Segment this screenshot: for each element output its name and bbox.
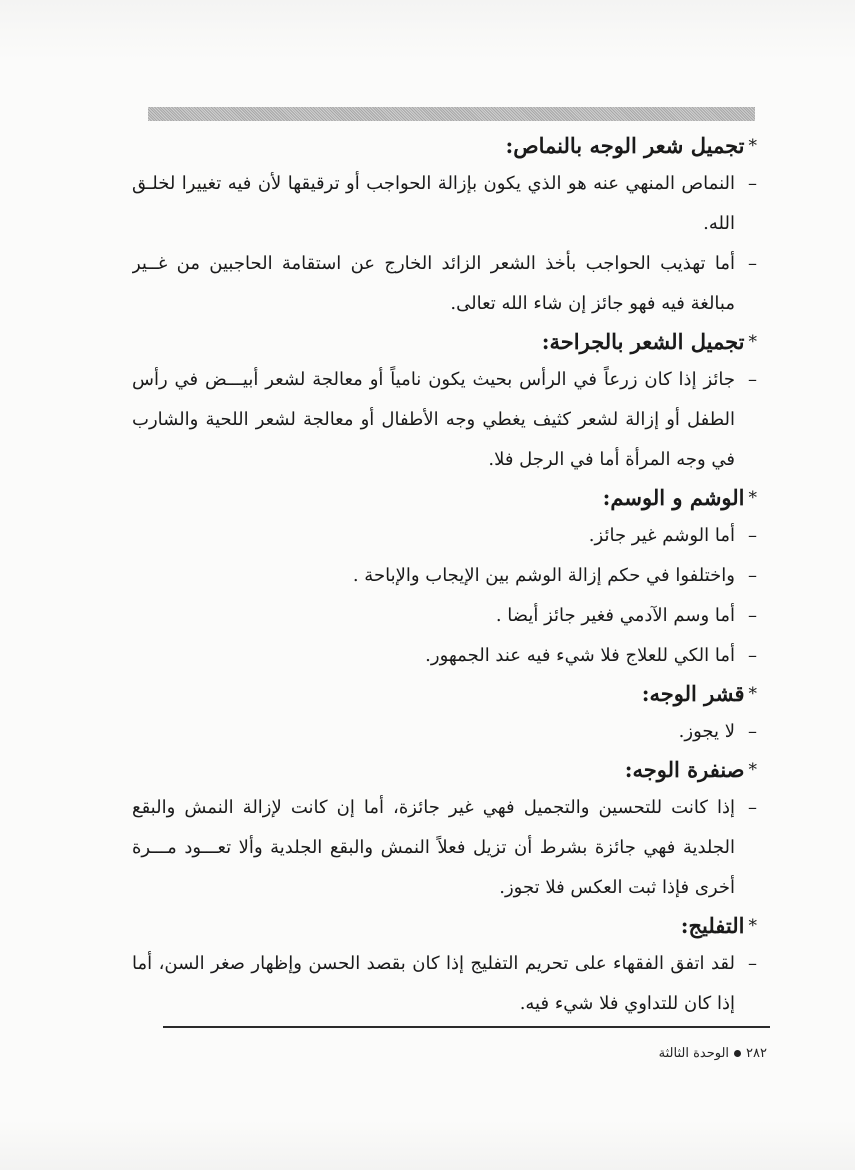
dash-bullet-icon: – <box>748 721 757 742</box>
text-line: جائز إذا كان زرعاً في الرأس بحيث يكون نامياً أو معالجة لشعر أبيـــض في رأس <box>132 369 735 390</box>
asterisk-icon: * <box>748 760 757 780</box>
page-footer <box>659 1044 767 1064</box>
bullet-icon <box>734 1050 741 1057</box>
dash-bullet-icon: – <box>748 253 757 274</box>
section-heading <box>132 128 757 164</box>
document-body <box>132 128 757 1024</box>
text-line: لقد اتفق الفقهاء على تحريم التفليج إذا كان بقصد الحسن وإظهار صغر السن، أما <box>132 953 735 974</box>
text-line: الجلدية فهي جائزة بشرط أن تزيل فعلاً النمش والبقع الجلدية وألا تعـــود مـــرة <box>132 837 735 858</box>
section-title: قشر الوجه: <box>641 681 745 706</box>
asterisk-icon: * <box>748 684 757 704</box>
asterisk-icon: * <box>748 488 757 508</box>
text-line: الله. <box>703 213 735 234</box>
text-line: أما الكي للعلاج فلا شيء فيه عند الجمهور. <box>425 645 735 666</box>
asterisk-icon: * <box>748 916 757 936</box>
unit-label: الوحدة الثالثة <box>658 1046 730 1061</box>
text-line: أما الوشم غير جائز. <box>588 525 735 546</box>
dash-bullet-icon: – <box>748 565 757 586</box>
section-heading <box>132 908 757 944</box>
section-title: الوشم و الوسم: <box>602 485 745 510</box>
text-line: أما تهذيب الحواجب بأخذ الشعر الزائد الخارج عن استقامة الحاجبين من غــير <box>132 253 735 274</box>
list-item <box>132 244 757 324</box>
dash-bullet-icon: – <box>748 645 757 666</box>
list-item <box>132 596 757 636</box>
text-line: واختلفوا في حكم إزالة الوشم بين الإيجاب والإباحة . <box>352 565 735 586</box>
list-item <box>132 712 757 752</box>
section-title: تجميل شعر الوجه بالنماص: <box>505 133 745 158</box>
text-line: النماص المنهي عنه هو الذي يكون بإزالة الحواجب أو ترقيقها لأن فيه تغييرا لخلـق <box>132 173 735 194</box>
list-item <box>132 360 757 480</box>
asterisk-icon: * <box>748 332 757 352</box>
dash-bullet-icon: – <box>748 797 757 818</box>
list-item <box>132 516 757 556</box>
section-heading <box>132 324 757 360</box>
list-item <box>132 944 757 1024</box>
list-item <box>132 636 757 676</box>
page-number: ٢٨٢ <box>746 1046 767 1061</box>
dash-bullet-icon: – <box>748 953 757 974</box>
text-line: مبالغة فيه فهو جائز إن شاء الله تعالى. <box>450 293 735 314</box>
dash-bullet-icon: – <box>748 525 757 546</box>
text-line: أخرى فإذا ثبت العكس فلا تجوز. <box>499 877 735 898</box>
text-line: إذا كان للتداوي فلا شيء فيه. <box>519 993 735 1014</box>
dash-bullet-icon: – <box>748 605 757 626</box>
section-title: صنفرة الوجه: <box>624 757 745 782</box>
text-line: إذا كانت للتحسين والتجميل فهي غير جائزة، أما إن كانت لإزالة النمش والبقع <box>132 797 735 818</box>
text-line: أما وسم الآدمي فغير جائز أيضا . <box>495 605 735 626</box>
top-decorative-rule <box>148 107 755 121</box>
text-line: في وجه المرأة أما في الرجل فلا. <box>488 449 735 470</box>
bottom-rule <box>163 1026 770 1028</box>
dash-bullet-icon: – <box>748 369 757 390</box>
section-title: تجميل الشعر بالجراحة: <box>541 329 745 354</box>
list-item <box>132 788 757 908</box>
text-line: لا يجوز. <box>678 721 735 742</box>
section-heading <box>132 480 757 516</box>
list-item <box>132 556 757 596</box>
dash-bullet-icon: – <box>748 173 757 194</box>
list-item <box>132 164 757 244</box>
asterisk-icon: * <box>748 136 757 156</box>
section-heading <box>132 676 757 712</box>
section-heading <box>132 752 757 788</box>
section-title: التفليج: <box>680 913 745 938</box>
text-line: الطفل أو إزالة لشعر كثيف يغطي وجه الأطفال أو معالجة لشعر اللحية والشارب <box>132 409 735 430</box>
